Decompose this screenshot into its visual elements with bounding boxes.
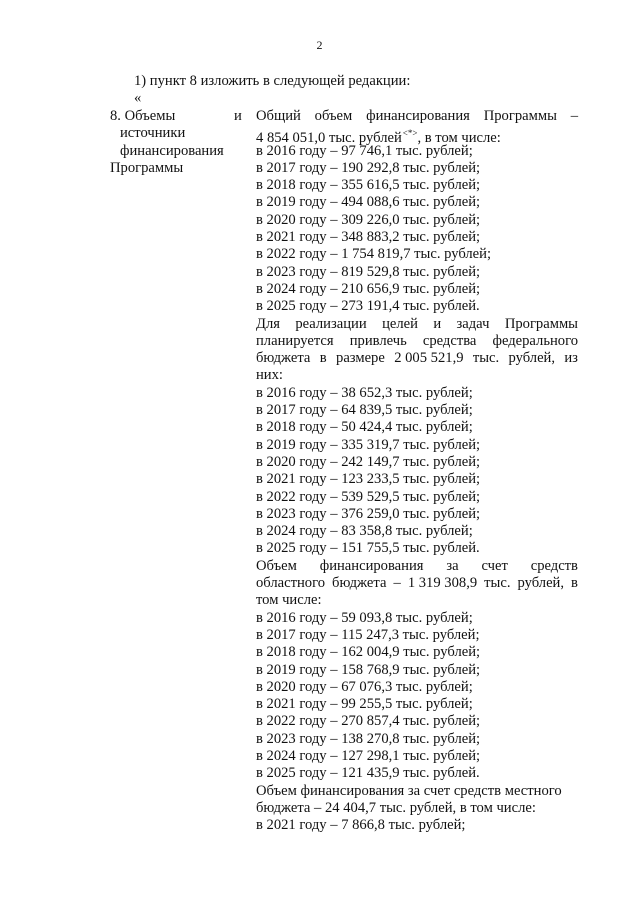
word: привлечь	[349, 332, 407, 349]
row-label	[110, 108, 240, 177]
word: бюджета	[332, 575, 387, 592]
list-item: в 2017 году – 115 247,3 тыс. рублей;	[256, 626, 480, 643]
word: Программы	[504, 315, 578, 332]
federal-heading-line-3	[256, 350, 578, 367]
list-item: в 2019 году – 335 319,7 тыс. рублей;	[256, 436, 481, 453]
word: Общий	[256, 108, 301, 124]
word: федерального	[492, 332, 578, 349]
federal-years-list	[256, 385, 578, 558]
list-item: в 2017 году – 190 292,8 тыс. рублей;	[256, 159, 481, 176]
word: финансирования	[319, 557, 424, 574]
word: средства	[422, 332, 477, 349]
row-label-line-2: источники	[120, 125, 186, 142]
list-item: в 2024 году – 127 298,1 тыс. рублей;	[256, 747, 481, 764]
list-item: в 2016 году – 38 652,3 тыс. рублей;	[256, 384, 473, 401]
regional-heading-line-3: том числе:	[256, 592, 322, 609]
federal-heading-line-4: них:	[256, 367, 283, 384]
list-item: в 2019 году – 158 768,9 тыс. рублей;	[256, 661, 481, 678]
amendment-intro: 1) пункт 8 изложить в следующей редакции:	[134, 73, 411, 89]
page-number: 2	[316, 38, 323, 52]
list-item: в 2024 году – 210 656,9 тыс. рублей;	[256, 280, 481, 297]
local-heading-line-1: Объем финансирования за счет средств местного	[256, 782, 562, 799]
list-item: в 2016 году – 97 746,1 тыс. рублей;	[256, 142, 473, 159]
list-item: в 2025 году – 273 191,4 тыс. рублей.	[256, 298, 480, 315]
word: средств	[530, 557, 578, 574]
federal-heading-line-1	[256, 316, 578, 333]
local-years-list	[256, 817, 578, 834]
list-item: в 2021 году – 123 233,5 тыс. рублей;	[256, 471, 481, 488]
word: рублей,	[517, 575, 565, 592]
opening-quote: «	[134, 90, 142, 106]
list-item: в 2019 году – 494 088,6 тыс. рублей;	[256, 194, 481, 211]
list-item: в 2021 году – 348 883,2 тыс. рублей;	[256, 229, 481, 246]
regional-heading-line-1	[256, 558, 578, 575]
regional-heading-line-2	[256, 575, 578, 592]
list-item: в 2024 году – 83 358,8 тыс. рублей;	[256, 523, 473, 540]
word: 1 319 308,9	[407, 575, 478, 592]
word: Для	[256, 315, 280, 332]
row-label-conjunction: и	[234, 108, 242, 124]
word: объем	[314, 108, 353, 124]
list-item: в 2020 году – 309 226,0 тыс. рублей;	[256, 211, 481, 228]
word: бюджета	[256, 350, 311, 367]
word: 2 005 521,9	[394, 350, 464, 367]
word: тыс.	[484, 575, 511, 592]
list-item: в 2018 году – 162 004,9 тыс. рублей;	[256, 644, 481, 661]
total-years-list	[256, 143, 578, 316]
list-item: в 2023 году – 819 529,8 тыс. рублей;	[256, 263, 481, 280]
word: областного	[256, 575, 325, 592]
list-item: в 2021 году – 7 866,8 тыс. рублей;	[256, 817, 466, 834]
total-heading-line	[256, 108, 578, 125]
list-item: в 2023 году – 138 270,8 тыс. рублей;	[256, 730, 481, 747]
word: из	[564, 350, 578, 367]
word: рублей,	[508, 350, 556, 367]
list-item: в 2018 году – 50 424,4 тыс. рублей;	[256, 419, 473, 436]
word: –	[393, 575, 401, 592]
list-item: в 2025 году – 121 435,9 тыс. рублей.	[256, 765, 480, 782]
list-item: в 2021 году – 99 255,5 тыс. рублей;	[256, 696, 473, 713]
list-item: в 2022 году – 1 754 819,7 тыс. рублей;	[256, 246, 492, 263]
list-item: в 2018 году – 355 616,5 тыс. рублей;	[256, 177, 481, 194]
federal-heading-line-2	[256, 333, 578, 350]
list-item: в 2016 году – 59 093,8 тыс. рублей;	[256, 609, 473, 626]
word: задач	[456, 315, 490, 332]
total-amount: 4 854 051,0 тыс. рублей	[256, 130, 402, 147]
list-item: в 2023 году – 376 259,0 тыс. рублей;	[256, 505, 481, 522]
word: в	[571, 575, 578, 592]
row-label-line-1: 8. Объемы	[110, 108, 176, 124]
total-amount-line	[256, 125, 578, 147]
list-item: в 2022 году – 270 857,4 тыс. рублей;	[256, 713, 481, 730]
financing-text	[256, 108, 578, 834]
word: размере	[336, 350, 385, 367]
row-label-line-4: Программы	[110, 159, 184, 176]
regional-years-list	[256, 610, 578, 783]
word: Программы	[483, 108, 557, 124]
word: целей	[382, 315, 418, 332]
word: планируется	[256, 332, 334, 349]
word: финансирования	[366, 108, 470, 124]
row-label-line-3: финансирования	[120, 142, 224, 159]
local-heading-line-2: бюджета – 24 404,7 тыс. рублей, в том числе:	[256, 799, 536, 816]
word: Объем	[256, 557, 297, 574]
list-item: в 2020 году – 242 149,7 тыс. рублей;	[256, 453, 481, 470]
footnote-mark: <*>	[402, 128, 418, 139]
list-item: в 2025 году – 151 755,5 тыс. рублей.	[256, 540, 480, 557]
word: в	[319, 350, 327, 367]
word: тыс.	[472, 350, 500, 367]
list-item: в 2020 году – 67 076,3 тыс. рублей;	[256, 678, 473, 695]
list-item: в 2017 году – 64 839,5 тыс. рублей;	[256, 402, 473, 419]
total-suffix: , в том числе:	[417, 130, 501, 147]
word: реализации	[295, 315, 367, 332]
word: за	[446, 557, 459, 574]
list-item: в 2022 году – 539 529,5 тыс. рублей;	[256, 488, 481, 505]
word: счет	[481, 557, 508, 574]
word: –	[570, 108, 578, 124]
word: и	[433, 315, 442, 332]
